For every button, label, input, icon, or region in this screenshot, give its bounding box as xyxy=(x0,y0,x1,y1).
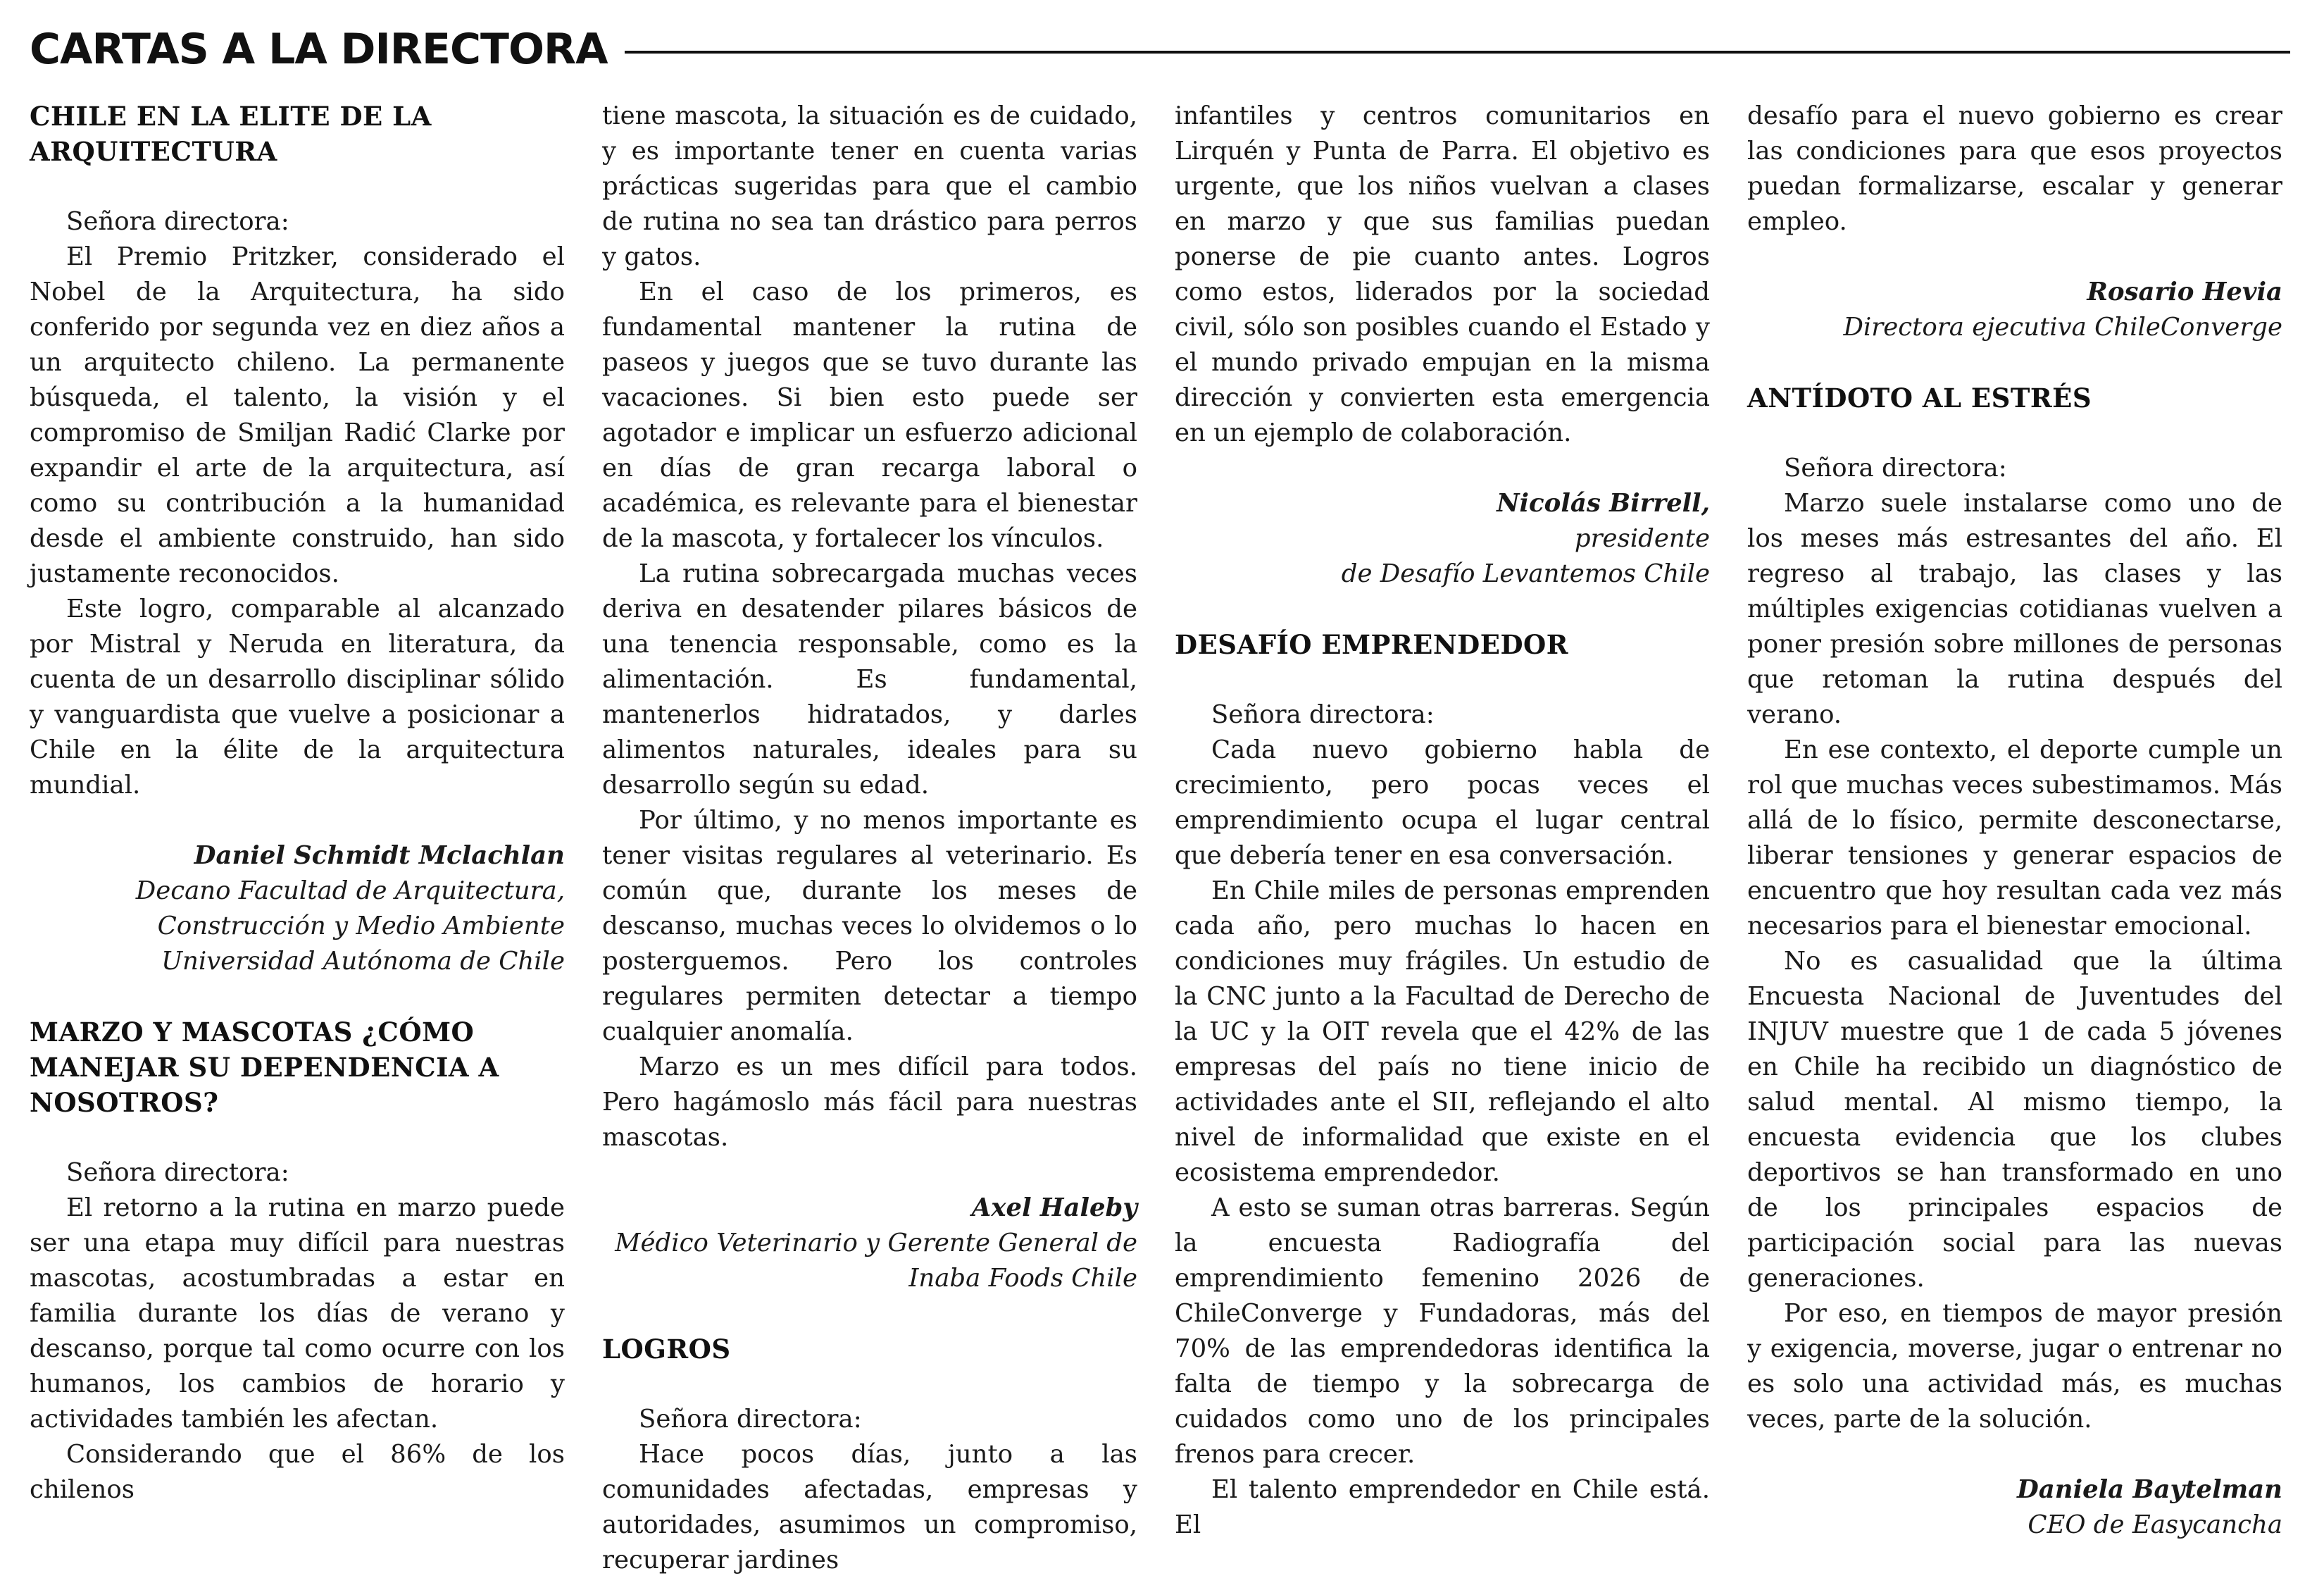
signature-name: Daniel Schmidt Mclachlan xyxy=(194,841,565,870)
letter-paragraph: Este logro, comparable al alcanzado por Mistral y Neruda en literatura, da cuenta de un desarrollo disciplinar sólido y vanguardista que vuelve a posicionar a Chile en la élite de la arquitectura mundial. xyxy=(30,595,565,800)
letter-paragraph: La rutina sobrecargada muchas veces deriva en desatender pilares básicos de una tenencia responsable, como es la alimentación. Es fundamental, mantenerlos hidratados, y darles alimentos naturales, ideales para su desarrollo según su edad. xyxy=(602,559,1137,800)
letter-paragraph: Por eso, en tiempos de mayor presión y exigencia, moverse, jugar o entrenar no es solo una actividad más, es muchas veces, parte de la solución. xyxy=(1747,1299,2282,1434)
letter-headline-mascotas: MARZO Y MASCOTAS ¿CÓMO MANEJAR SU DEPENDENCIA A NOSOTROS? xyxy=(30,1017,499,1118)
letter-headline-arquitectura: CHILE EN LA ELITE DE LA ARQUITECTURA xyxy=(30,101,432,167)
letter-paragraph: Marzo suele instalarse como uno de los meses más estresantes del año. El regreso al trabajo, las clases y las múltiples exigencias cotidianas vuelven a poner presión sobre millones de personas que retoman la rutina después del verano. xyxy=(1747,489,2282,729)
signature-role: Inaba Foods Chile xyxy=(908,1264,1137,1293)
salutation: Señora directora: xyxy=(639,1405,862,1434)
signature-name: Nicolás Birrell, xyxy=(1497,489,1710,518)
signature-role: Médico Veterinario y Gerente General de xyxy=(615,1229,1137,1257)
letter-paragraph: Marzo es un mes difícil para todos. Pero hagámoslo más fácil para nuestras mascotas. xyxy=(602,1052,1137,1152)
letter-paragraph: Por último, y no menos importante es tener visitas regulares al veterinario. Es común que, durante los meses de descanso, muchas veces lo olvidemos o lo posterguemos. Pero los controles regulares permiten detectar a tiempo cualquier anomalía. xyxy=(602,806,1137,1046)
signature-name: Rosario Hevia xyxy=(2087,278,2282,306)
column-4 xyxy=(1747,99,2282,1539)
signature-mascotas xyxy=(602,1191,1137,1296)
salutation: Señora directora: xyxy=(66,1158,289,1187)
letter-paragraph: No es casualidad que la última Encuesta Nacional de Juventudes del INJUV muestre que 1 de cada 5 jóvenes en Chile ha recibido un diagnóstico de salud mental. Al mismo tiempo, la encuesta evidencia que los clubes deportivos se han transformado en uno de los principales espacios de participación social para las nuevas generaciones. xyxy=(1747,947,2282,1293)
letter-paragraph: En Chile miles de personas emprenden cada año, pero muchas lo hacen en condiciones muy frágiles. Un estudio de la CNC junto a la Facultad de Derecho de la UC y la OIT revela que el 42% de las empresas del país no tiene inicio de actividades ante el SII, reflejando el alto nivel de informalidad que existe en el ecosistema emprendedor. xyxy=(1175,876,1710,1187)
signature-emprendedor xyxy=(1747,275,2282,345)
signature-role: Decano Facultad de Arquitectura, Construcción y Medio Ambiente xyxy=(135,876,565,940)
letter-paragraph: El Premio Pritzker, considerado el Nobel de la Arquitectura, ha sido conferido por segunda vez en diez años a un arquitecto chileno. La permanente búsqueda, el talento, la visión y el compromiso de Smiljan Radić Clarke por expandir el arte de la arquitectura, así como su contribución a la humanidad desde el ambiente construido, han sido justamente reconocidos. xyxy=(30,242,565,588)
salutation: Señora directora: xyxy=(1211,700,1435,729)
salutation: Señora directora: xyxy=(66,207,289,236)
section-title: CARTAS A LA DIRECTORA xyxy=(30,25,608,74)
signature-name: Daniela Baytelman xyxy=(2017,1475,2282,1504)
salutation: Señora directora: xyxy=(1784,454,2007,483)
letter-headline-emprendedor: DESAFÍO EMPRENDEDOR xyxy=(1175,629,1569,660)
letter-paragraph: El retorno a la rutina en marzo puede ser una etapa muy difícil para nuestras mascotas, acostumbradas a estar en familia durante los días de verano y descanso, porque tal como ocurre con los humanos, los cambios de horario y actividades también les afectan. xyxy=(30,1193,565,1434)
signature-role: CEO de Easycancha xyxy=(2028,1510,2282,1539)
letter-paragraph: Cada nuevo gobierno habla de crecimiento, pero pocas veces el emprendimiento ocupa el lugar central que debería tener en esa conversación. xyxy=(1175,735,1710,870)
signature-role: Directora ejecutiva ChileConverge xyxy=(1843,313,2282,342)
letter-paragraph-continued: tiene mascota, la situación es de cuidado, y es importante tener en cuenta varias prácticas sugeridas para que el cambio de rutina no sea tan drástico para perros y gatos. xyxy=(602,101,1137,271)
letter-headline-estres: ANTÍDOTO AL ESTRÉS xyxy=(1747,383,2092,414)
signature-name: Axel Haleby xyxy=(971,1193,1137,1222)
column-2 xyxy=(602,99,1137,1574)
letter-paragraph: El talento emprendedor en Chile está. El xyxy=(1175,1475,1710,1539)
letter-paragraph-continued: desafío para el nuevo gobierno es crear las condiciones para que esos proyectos puedan formalizarse, escalar y generar empleo. xyxy=(1747,101,2282,236)
signature-role: de Desafío Levantemos Chile xyxy=(1341,559,1710,588)
signature-role: presidente xyxy=(1574,524,1710,553)
signature-role: Universidad Autónoma de Chile xyxy=(161,947,565,976)
letter-paragraph: En el caso de los primeros, es fundamental mantener la rutina de paseos y juegos que se tuvo durante las vacaciones. Si bien esto puede ser agotador e implicar un esfuerzo adicional en días de gran recarga laboral o académica, es relevante para el bienestar de la mascota, y fortalecer los vínculos. xyxy=(602,278,1137,553)
letter-paragraph: En ese contexto, el deporte cumple un rol que muchas veces subestimamos. Más allá de lo físico, permite desconectarse, liberar tensiones y generar espacios de encuentro que hoy resultan cada vez más necesarios para el bienestar emocional. xyxy=(1747,735,2282,940)
header-rule xyxy=(625,51,2290,54)
letter-paragraph: A esto se suman otras barreras. Según la encuesta Radiografía del emprendimiento femenino 2026 de ChileConverge y Fundadoras, más del 70% de las emprendedoras identifica la falta de tiempo y la sobrecarga de cuidados como uno de los principales frenos para crecer. xyxy=(1175,1193,1710,1469)
column-1 xyxy=(30,99,565,1504)
letter-headline-logros: LOGROS xyxy=(602,1334,731,1365)
letter-paragraph: Considerando que el 86% de los chilenos xyxy=(30,1440,565,1504)
letter-paragraph-continued: infantiles y centros comunitarios en Lirquén y Punta de Parra. El objetivo es urgente, que los niños vuelvan a clases en marzo y que sus familias puedan ponerse de pie cuanto antes. Logros como estos, liderados por la sociedad civil, sólo son posibles cuando el Estado y el mundo privado empujan en la misma dirección y convierten esta emergencia en un ejemplo de colaboración. xyxy=(1175,101,1710,447)
signature-estres xyxy=(1747,1472,2282,1543)
signature-arquitectura xyxy=(30,838,565,979)
column-3 xyxy=(1175,99,1710,1539)
letter-paragraph: Hace pocos días, junto a las comunidades afectadas, empresas y autoridades, asumimos un compromiso, recuperar jardines xyxy=(602,1440,1137,1574)
signature-logros xyxy=(1175,486,1710,592)
section-header xyxy=(30,21,2290,77)
